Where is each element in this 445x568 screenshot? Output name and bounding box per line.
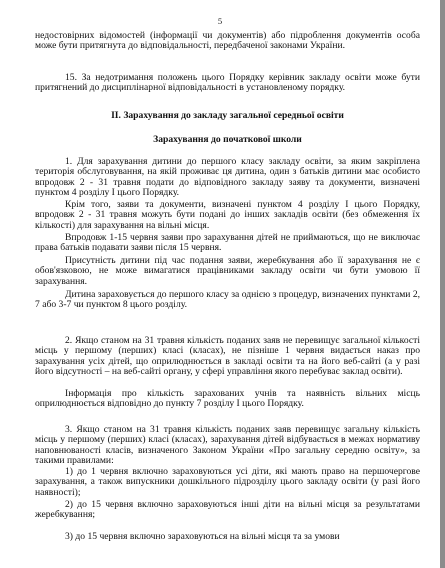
paragraph-1: 1. Для зарахування дитини до першого класу закладу освіти, за яким закріплена територія обслуговування, на якій проживає ця дитина, один з батьків дитини має особисто впродовж 2 - 31 травня подати до відповідного закладу заяву та документи, визначені пунктом 4 розділу І цього Порядку. xyxy=(35,156,420,199)
paragraph-8: 3. Якщо станом на 31 травня кількість поданих заяв перевищує загальну кількість місць у першому (перших) класі (класах), зарахування дітей відбувається в межах нормативу наповнюваності класів, визначеного Законом України «Про загальну середню освіту», за такими правилами: xyxy=(35,424,420,467)
paragraph-6: 2. Якщо станом на 31 травня кількість поданих заяв не перевищує загальної кількості місць у першому (перших) класі (класах), не пізніше 1 червня видається наказ про зарахування усіх дітей, що оприлюднюється в закладі освіти та на його веб-сайті (а у разі його відсутності – на веб-сайті органу, у сфері управління якого перебуває заклад освіти). xyxy=(35,335,420,378)
paragraph-5: Дитина зараховується до першого класу за однією з процедур, визначених пунктами 2, 7 або 3-7 чи пунктом 8 цього розділу. xyxy=(35,289,421,311)
section-title: ІІ. Зарахування до закладу загальної середньої освіти xyxy=(111,110,344,121)
intro-paragraph: недостовірних відомостей (інформації чи документів) або підроблення документів особа може бути притягнута до відповідальності, передбаченої законами України. xyxy=(35,30,420,52)
page-number: 5 xyxy=(217,16,223,26)
paragraph-11: 3) до 15 червня включно зараховуються на вільні місця та за умови xyxy=(65,531,340,542)
page-edge-shadow xyxy=(440,0,445,568)
paragraph-2: Крім того, заяви та документи, визначені пунктом 4 розділу І цього Порядку, впродовж 2 - 31 травня можуть бути подані до інших закладів освіти (без обмеження їх кількості) для зарахування на вільні місця. xyxy=(35,199,420,231)
paragraph-9: 1) до 1 червня включно зараховуються усі діти, які мають право на першочергове зарахування, а також випускники дошкільного підрозділу цього закладу освіти (у разі його наявності); xyxy=(35,466,420,498)
item-15-paragraph: 15. За недотримання положень цього Порядку керівник закладу освіти може бути притягнений до дисциплінарної відповідальності в установленому порядку. xyxy=(35,72,420,94)
subsection-title: Зарахування до початкової школи xyxy=(153,134,302,145)
paragraph-4: Присутність дитини під час подання заяви, жеребкування або її зарахування не є обов'язковою, не може вимагатися працівниками закладу освіти чи бути умовою її зарахування. xyxy=(35,255,420,287)
paragraph-7: Інформація про кількість зарахованих учнів та наявність вільних місць оприлюднюється відповідно до пункту 7 розділу І цього Порядку. xyxy=(35,388,420,410)
paragraph-10: 2) до 15 червня включно зараховуються інші діти на вільні місця за результатами жеребкування; xyxy=(35,499,420,521)
paragraph-3: Впродовж 1-15 червня заяви про зарахування дітей не приймаються, що не виключає права батьків подавати заяви після 15 червня. xyxy=(35,232,420,254)
